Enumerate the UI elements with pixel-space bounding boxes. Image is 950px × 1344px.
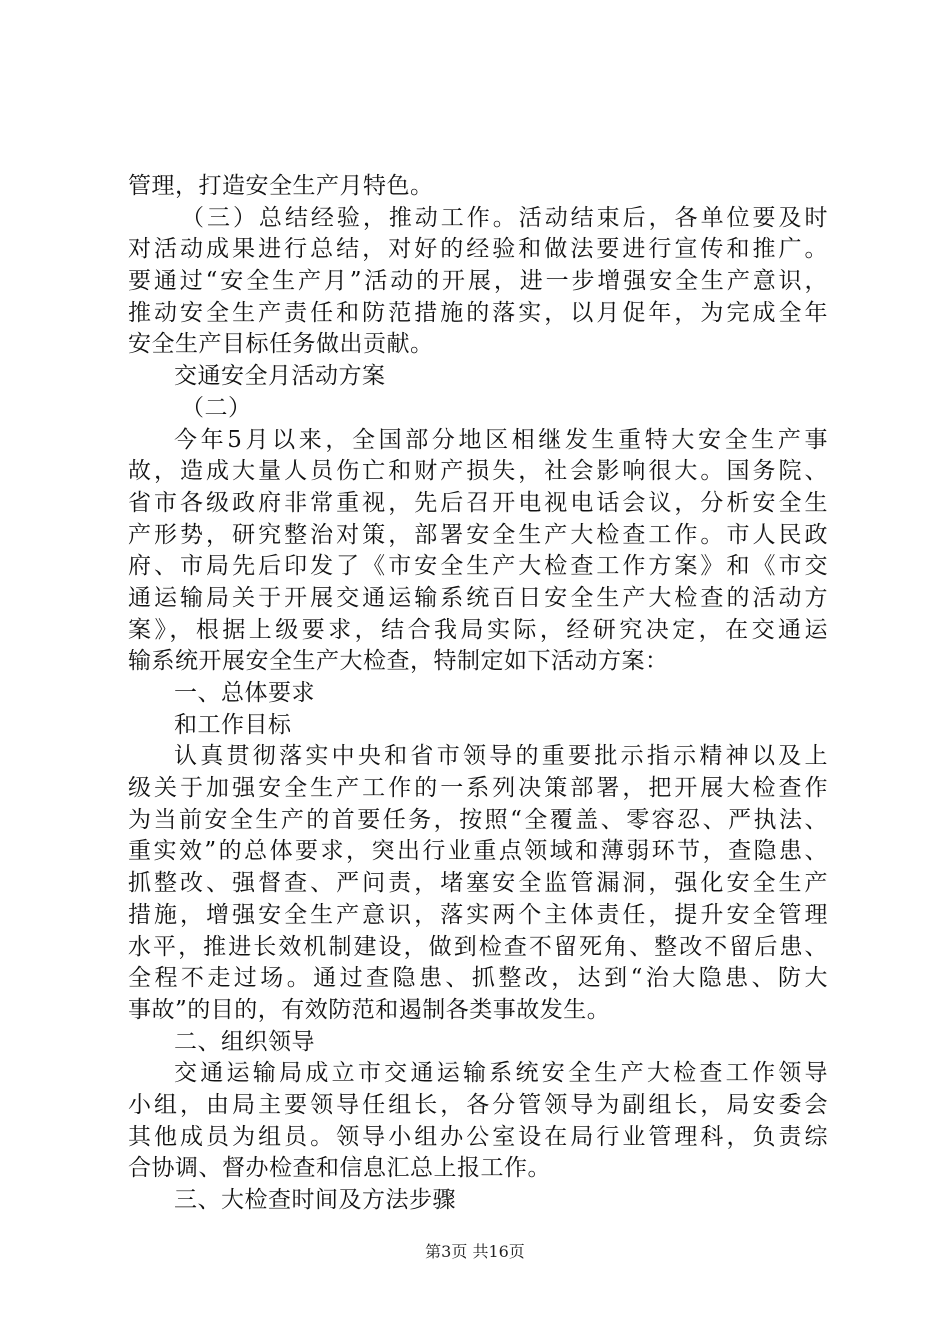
text-line: 抓整改、强督查、严问责，堵塞安全监管漏洞，强化安全生产 bbox=[128, 870, 828, 897]
text-line: 要通过“安全生产月”活动的开展，进一步增强安全生产意识， bbox=[128, 268, 828, 295]
document-body bbox=[128, 171, 828, 1217]
text-line: 其他成员为组员。领导小组办公室设在局行业管理科，负责综 bbox=[128, 1123, 828, 1150]
text-line: 输系统开展安全生产大检查，特制定如下活动方案： bbox=[128, 648, 669, 675]
text-line: 为当前安全生产的首要任务，按照“全覆盖、零容忍、严执法、 bbox=[128, 806, 828, 833]
text-line: 三、大检查时间及方法步骤 bbox=[174, 1187, 456, 1213]
text-line: 二、组织领导 bbox=[174, 1028, 315, 1055]
text-line: 交通安全月活动方案 bbox=[174, 363, 386, 390]
text-line: 府、市局先后印发了《市安全生产大检查工作方案》和《市交 bbox=[128, 553, 828, 580]
page-footer: 第3页 共16页 bbox=[425, 1242, 525, 1261]
text-line: 认真贯彻落实中央和省市领导的重要批示指示精神以及上 bbox=[174, 743, 828, 770]
text-line: 安全生产目标任务做出贡献。 bbox=[128, 331, 434, 358]
text-line: （三）总结经验，推动工作。活动结束后，各单位要及时 bbox=[181, 204, 828, 231]
text-line: 今年5月以来，全国部分地区相继发生重特大安全生产事 bbox=[174, 426, 828, 453]
text-line: 合协调、督办检查和信息汇总上报工作。 bbox=[128, 1155, 551, 1182]
text-line: 管理，打造安全生产月特色。 bbox=[128, 173, 434, 199]
text-line: 水平，推进长效机制建设，做到检查不留死角、整改不留后患、 bbox=[128, 933, 828, 960]
text-line: （二） bbox=[181, 394, 252, 421]
text-line: 级关于加强安全生产工作的一系列决策部署，把开展大检查作 bbox=[128, 775, 828, 802]
text-line: 事故”的目的，有效防范和遏制各类事故发生。 bbox=[128, 996, 611, 1023]
text-line: 全程不走过场。通过查隐患、抓整改，达到“治大隐患、防大 bbox=[128, 965, 828, 992]
text-line: 重实效”的总体要求，突出行业重点领域和薄弱环节，查隐患、 bbox=[128, 838, 828, 865]
text-line: 故，造成大量人员伤亡和财产损失，社会影响很大。国务院、 bbox=[128, 458, 828, 485]
text-line: 省市各级政府非常重视，先后召开电视电话会议，分析安全生 bbox=[128, 489, 828, 516]
text-line: 措施，增强安全生产意识，落实两个主体责任，提升安全管理 bbox=[128, 901, 828, 928]
text-line: 产形势，研究整治对策，部署安全生产大检查工作。市人民政 bbox=[128, 521, 828, 548]
text-line: 小组，由局主要领导任组长，各分管领导为副组长，局安委会 bbox=[128, 1091, 828, 1118]
text-line: 交通运输局成立市交通运输系统安全生产大检查工作领导 bbox=[174, 1060, 828, 1087]
text-line: 和工作目标 bbox=[174, 711, 292, 738]
text-line: 通运输局关于开展交通运输系统百日安全生产大检查的活动方 bbox=[128, 584, 828, 611]
text-line: 案》，根据上级要求，结合我局实际，经研究决定，在交通运 bbox=[128, 616, 828, 643]
text-line: 一、总体要求 bbox=[174, 680, 315, 706]
text-line: 对活动成果进行总结，对好的经验和做法要进行宣传和推广。 bbox=[128, 236, 828, 263]
text-line: 推动安全生产责任和防范措施的落实，以月促年，为完成全年 bbox=[128, 299, 828, 326]
